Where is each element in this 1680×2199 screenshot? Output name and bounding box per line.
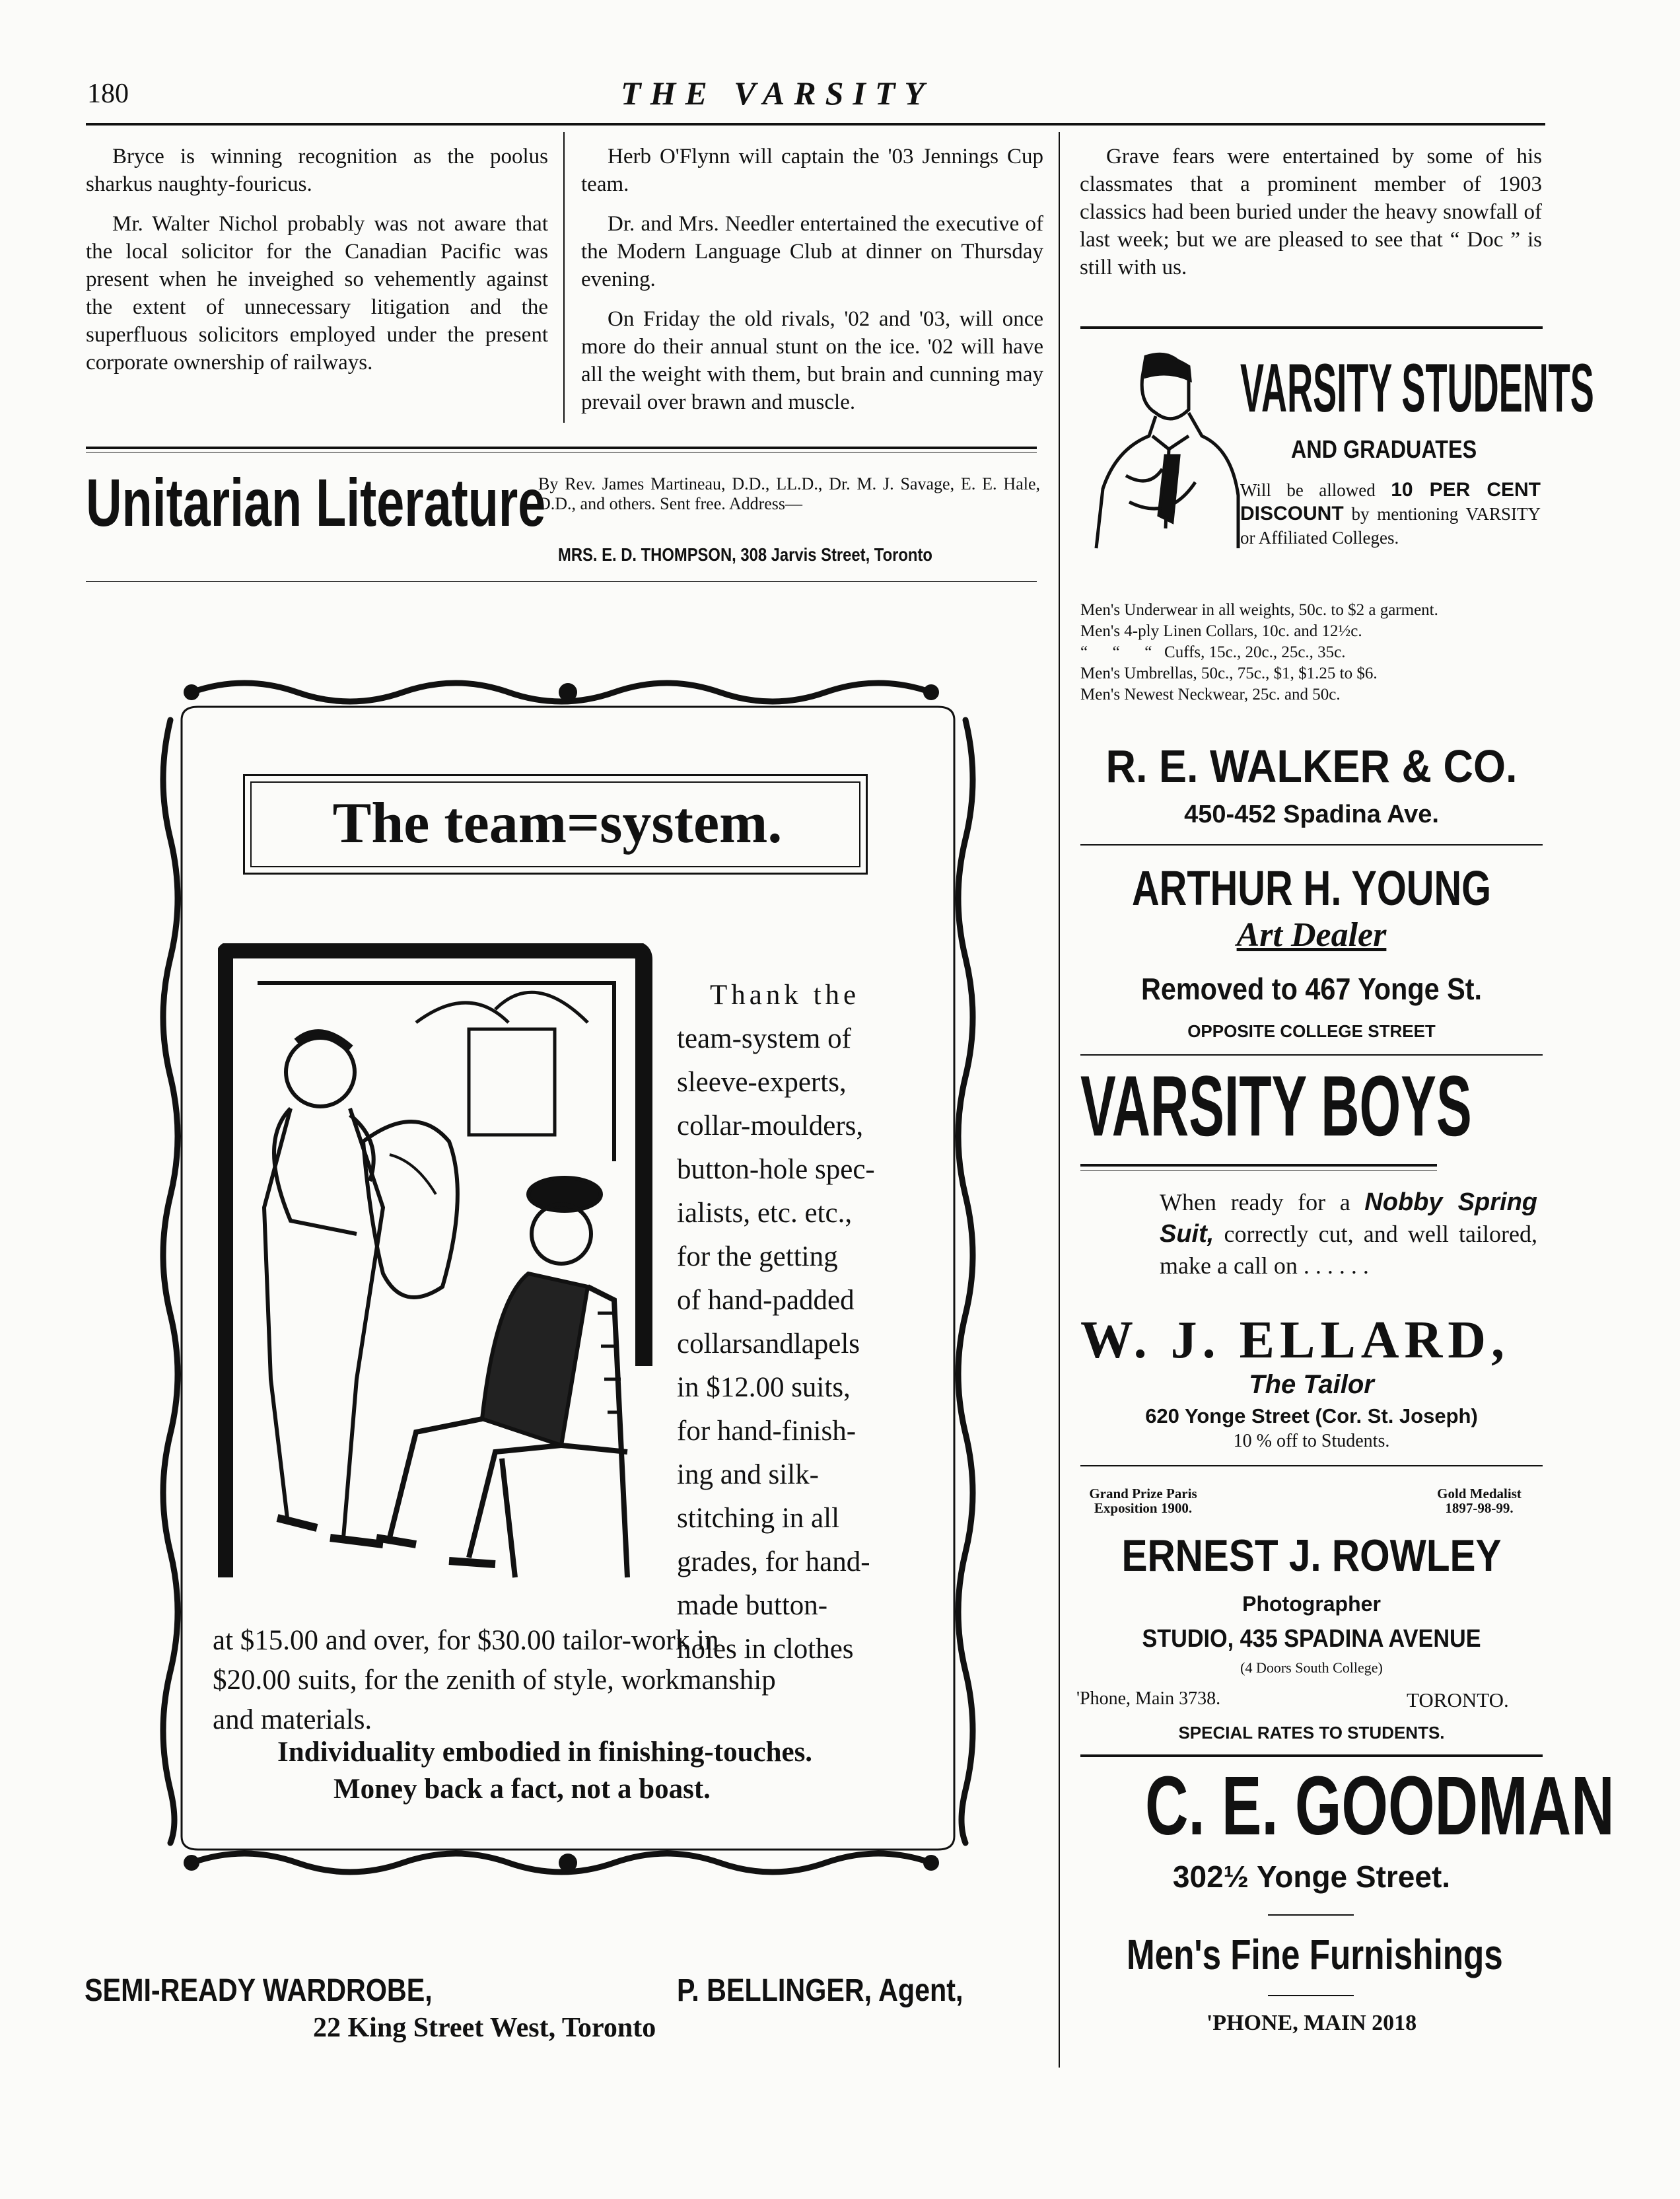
- ellard-text-emphasis: Nobby Spring Suit,: [1160, 1188, 1537, 1248]
- varsity-boys-headline: VARSITY BOYS: [1080, 1058, 1472, 1154]
- goodman-address: 302½ Yonge Street.: [1172, 1859, 1451, 1894]
- team-line: holes in clothes: [677, 1634, 854, 1665]
- unitarian-headline: Unitarian Literature: [86, 465, 546, 540]
- team-line: of hand-padded: [677, 1285, 855, 1316]
- team-line: collarsandlapels: [677, 1328, 860, 1359]
- goodman-phone: 'PHONE, MAIN 2018: [1206, 2011, 1417, 2035]
- team-line: for the getting: [677, 1241, 838, 1272]
- news-item: Herb O'Flynn will captain the '03 Jennings Cup team.: [581, 145, 1043, 196]
- rowley-studio: STUDIO, 435 SPADINA AVENUE: [1142, 1625, 1481, 1653]
- ad-rule: [1080, 1054, 1543, 1056]
- ad-rule: [1080, 1465, 1543, 1466]
- masthead-title: THE VARSITY: [621, 75, 934, 112]
- rowley-rates: SPECIAL RATES TO STUDENTS.: [1178, 1723, 1445, 1743]
- goodman-trade: Men's Fine Furnishings: [1127, 1931, 1503, 1978]
- team-line: in $12.00 suits,: [677, 1372, 851, 1403]
- ellard-text-post: correctly cut, and well tailored, make a call on . . . . . .: [1160, 1221, 1537, 1279]
- team-line: stitching in all: [677, 1503, 840, 1534]
- discount-pre: Will be allowed: [1240, 480, 1376, 500]
- news-column-2: [581, 143, 1043, 428]
- column-divider: [563, 132, 565, 423]
- rowley-phone: 'Phone, Main 3738.: [1076, 1688, 1221, 1709]
- rowley-left-note: Grand Prize Paris Exposition 1900.: [1089, 1486, 1197, 1516]
- team-body-full: [213, 1621, 906, 1740]
- ellard-discount: 10 % off to Students.: [1233, 1431, 1390, 1451]
- team-tagline-2: Money back a fact, not a boast.: [333, 1774, 711, 1805]
- team-line: button-hole spec-: [677, 1154, 875, 1185]
- ellard-name: W. J. ELLARD,: [1080, 1311, 1510, 1369]
- young-opposite: OPPOSITE COLLEGE STREET: [1187, 1021, 1436, 1041]
- header-rule: [86, 123, 1545, 126]
- team-line: for hand-finish-: [677, 1416, 857, 1447]
- rowley-doors: (4 Doors South College): [1240, 1659, 1383, 1676]
- team-line: team-system of: [677, 1023, 851, 1054]
- unitarian-body: By Rev. James Martineau, D.D., LL.D., Dr. M. J. Savage, E. E. Hale, D.D., and others. Sent free. Address—: [538, 474, 1040, 513]
- ad-rule: [1080, 844, 1543, 846]
- team-line: grades, for hand-: [677, 1546, 870, 1577]
- student-portrait: [1090, 350, 1242, 561]
- column-divider: [1059, 132, 1060, 2068]
- team-line: and materials.: [213, 1704, 372, 1735]
- walker-discount: [1240, 478, 1541, 550]
- team-title-box: [243, 774, 868, 875]
- page-number: 180: [87, 79, 129, 109]
- walker-item: Men's 4-ply Linen Collars, 10c. and 12½c.: [1080, 622, 1362, 640]
- ellard-trade: The Tailor: [1249, 1370, 1374, 1399]
- team-line: collar-moulders,: [677, 1110, 864, 1141]
- news-item: Dr. and Mrs. Needler entertained the executive of the Modern Language Club at dinner on Thursday evening.: [581, 212, 1043, 291]
- discount-value: 10 PER CENT DISCOUNT: [1240, 479, 1541, 524]
- and-graduates: AND GRADUATES: [1291, 436, 1477, 464]
- news-column-3: [1080, 143, 1542, 293]
- ellard-address: 620 Yonge Street (Cor. St. Joseph): [1145, 1404, 1478, 1427]
- ad-rule: [86, 581, 1037, 582]
- news-item: Grave fears were entertained by some of his classmates that a prominent member of 1903 classics had been buried under the heavy snowfall of last week; but we are pleased to see that “ Doc ” is still with us.: [1080, 145, 1542, 279]
- ad-rule: [1268, 1995, 1354, 1996]
- walker-address: 450-452 Spadina Ave.: [1184, 801, 1439, 828]
- walker-items: [1080, 600, 1543, 705]
- young-name: ARTHUR H. YOUNG: [1131, 861, 1492, 916]
- team-line: made button-: [677, 1590, 828, 1621]
- team-line: $20.00 suits, for the zenith of style, workmanship: [213, 1665, 776, 1696]
- news-item: Bryce is winning recognition as the poolus sharkus naughty-fouricus.: [86, 145, 548, 196]
- young-trade: Art Dealer: [1236, 916, 1387, 954]
- team-line: at $15.00 and over, for $30.00 tailor-work in: [213, 1625, 719, 1656]
- rowley-city: TORONTO.: [1407, 1688, 1509, 1712]
- goodman-name: C. E. GOODMAN: [1145, 1759, 1615, 1852]
- ad-rule: [1268, 1914, 1354, 1916]
- varsity-students-headline: VARSITY STUDENTS: [1240, 350, 1594, 427]
- ellard-text-pre: When ready for a: [1160, 1189, 1350, 1215]
- ellard-text: [1160, 1186, 1537, 1281]
- walker-item: Men's Underwear in all weights, 50c. to $2 a garment.: [1080, 601, 1438, 619]
- ad-rule: [1080, 1754, 1543, 1757]
- tailor-illustration: [218, 943, 654, 1591]
- ad-rule: [1080, 1164, 1437, 1167]
- team-line: Thank the: [710, 980, 860, 1011]
- ad-rule: [86, 447, 1037, 449]
- walker-item: Men's Umbrellas, 50c., 75c., $1, $1.25 to $6.: [1080, 665, 1378, 682]
- rowley-name: ERNEST J. ROWLEY: [1121, 1531, 1502, 1581]
- team-body-right: [677, 974, 875, 1671]
- rowley-right-note: Gold Medalist 1897-98-99.: [1437, 1486, 1522, 1516]
- news-column-1: [86, 143, 548, 388]
- news-item: Mr. Walter Nichol probably was not aware that the local solicitor for the Canadian Pacific was present when he inveighed so vehemently against the extent of unnecessary litigation and the superfluous solicitors employed under the present corporate ownership of railways.: [86, 212, 548, 375]
- team-line: ing and silk-: [677, 1459, 819, 1490]
- agent-name: P. BELLINGER, Agent,: [677, 1973, 963, 2008]
- team-line: sleeve-experts,: [677, 1067, 847, 1098]
- semi-ready-address: 22 King Street West, Toronto: [313, 2013, 656, 2043]
- news-item: On Friday the old rivals, '02 and '03, will once more do their annual stunt on the ice. '02 will have all the weight with them, but brain and cunning may prevail over brawn and muscle.: [581, 307, 1043, 414]
- walker-item: Men's Newest Neckwear, 25c. and 50c.: [1080, 686, 1341, 703]
- semi-ready-name: SEMI-READY WARDROBE,: [85, 1973, 433, 2008]
- unitarian-address: MRS. E. D. THOMPSON, 308 Jarvis Street, Toronto: [558, 544, 932, 565]
- young-moved: Removed to 467 Yonge St.: [1140, 972, 1483, 1006]
- ad-rule: [1080, 326, 1543, 329]
- team-title: The team=system.: [332, 791, 783, 855]
- walker-item: “ “ “ Cuffs, 15c., 20c., 25c., 35c.: [1080, 643, 1346, 661]
- walker-name: R. E. WALKER & CO.: [1105, 740, 1518, 792]
- discount-post: by mentioning VARSITY or Affiliated Colleges.: [1240, 504, 1541, 548]
- rowley-trade: Photographer: [1242, 1592, 1381, 1616]
- team-tagline-1: Individuality embodied in finishing-touches.: [277, 1737, 813, 1768]
- team-line: ialists, etc. etc.,: [677, 1198, 853, 1229]
